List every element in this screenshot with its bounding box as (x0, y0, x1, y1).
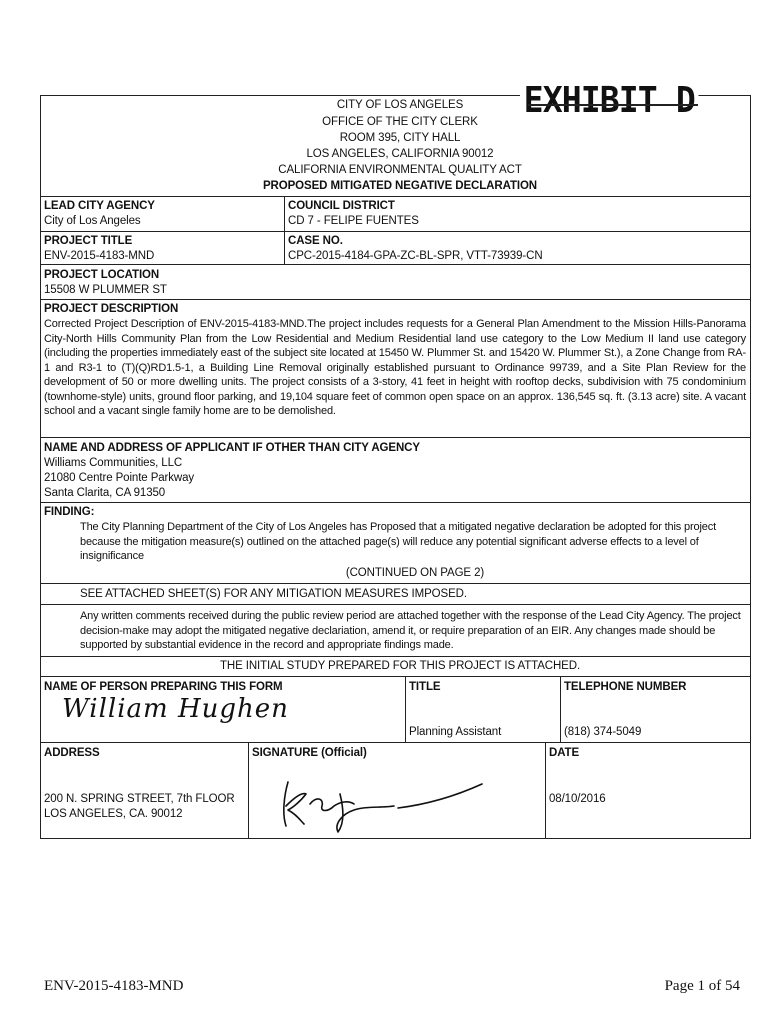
address-label: ADDRESS (44, 747, 100, 759)
row-divider (40, 299, 751, 300)
project-description-text: Corrected Project Description of ENV-2015-4183-MND.The project includes requests for a General Plan Amendment to the Mission Hills-Panorama City-North Hills Community Plan from the Low Residential and Medium Residential land use category to the Low Medium II land use category (including the properties immediately east of the subject site located at 15450 W. Plummer St. and 15420 W. Plummer St.), a Zone Change from RA-1 and R3-1 to (T)(Q)RD1.5-1, a Building Line Removal originally established pursuant to Ordinance 99739, and a Site Plan Review for the development of 50 or more dwelling units. The project consists of a 3-story, 41 feet in height with rooftop decks, subdivision with 75 condominium (townhome-style) units, ground floor parking, and 19,104 square feet of common open space on an approx. 136,545 sq. ft. (3.13 acre) site. A vacant school and a vacant single family home are to be demolished. (44, 318, 746, 417)
row-divider (40, 437, 751, 438)
project-location-label: PROJECT LOCATION (44, 269, 160, 281)
col-divider (545, 742, 546, 838)
project-location-value: 15508 W PLUMMER ST (44, 284, 167, 296)
row-divider (40, 583, 751, 584)
header-line-5: CALIFORNIA ENVIRONMENTAL QUALITY ACT (278, 164, 522, 176)
footer-doc-id: ENV-2015-4183-MND (44, 978, 184, 994)
row-divider (40, 656, 751, 657)
preparer-handwritten-name: William Hughen (62, 694, 289, 724)
address-line-2: LOS ANGELES, CA. 90012 (44, 808, 183, 820)
date-label: DATE (549, 747, 580, 759)
applicant-label: NAME AND ADDRESS OF APPLICANT IF OTHER THAN CITY AGENCY (44, 442, 420, 454)
case-no-label: CASE NO. (288, 235, 343, 247)
project-title-label: PROJECT TITLE (44, 235, 133, 247)
header-line-6: PROPOSED MITIGATED NEGATIVE DECLARATION (262, 180, 538, 192)
title-label: TITLE (409, 681, 441, 693)
header-line-1: CITY OF LOS ANGELES (336, 99, 464, 111)
project-title-value: ENV-2015-4183-MND (44, 250, 155, 262)
comments-text: Any written comments received during the public review period are attached together with the response of the Lead City Agency. The project decision-make may adopt the mitigated negative declariation, amend it, or require preparation of an EIR. Any changes made should be supported by substantial evidence in the record and appropriate findings made. (80, 610, 741, 651)
telephone-label: TELEPHONE NUMBER (564, 681, 687, 693)
telephone-value: (818) 374-5049 (564, 726, 642, 738)
lead-agency-value: City of Los Angeles (44, 215, 141, 227)
finding-label: FINDING: (44, 506, 95, 518)
applicant-line-2: 21080 Centre Pointe Parkway (44, 472, 195, 484)
header-line-4: LOS ANGELES, CALIFORNIA 90012 (306, 148, 494, 160)
council-district-value: CD 7 - FELIPE FUENTES (288, 215, 419, 227)
title-value: Planning Assistant (409, 726, 502, 738)
address-line-1: 200 N. SPRING STREET, 7th FLOOR (44, 793, 235, 805)
signature-label: SIGNATURE (Official) (252, 747, 367, 759)
official-signature (270, 770, 500, 836)
row-divider (40, 604, 751, 605)
date-value: 08/10/2016 (549, 793, 606, 805)
col-divider (405, 676, 406, 742)
see-attached-notice: SEE ATTACHED SHEET(S) FOR ANY MITIGATION MEASURES IMPOSED. (80, 588, 467, 600)
footer-page-number: Page 1 of 54 (664, 978, 740, 994)
row-divider (40, 742, 751, 743)
finding-text: The City Planning Department of the City of Los Angeles has Proposed that a mitigated negative declaration be adopted for this project because the mitigation measure(s) outlined on the attached page(s) will reduce any potential significant adverse effects to a level of insignificance (80, 521, 717, 562)
col-divider (284, 196, 285, 264)
lead-agency-label: LEAD CITY AGENCY (44, 200, 155, 212)
row-divider (40, 264, 751, 265)
finding-continued: (CONTINUED ON PAGE 2) (345, 567, 485, 579)
applicant-line-1: Williams Communities, LLC (44, 457, 183, 469)
row-divider (40, 231, 751, 232)
initial-study-notice: THE INITIAL STUDY PREPARED FOR THIS PROJECT IS ATTACHED. (219, 660, 581, 672)
applicant-line-3: Santa Clarita, CA 91350 (44, 487, 166, 499)
case-no-value: CPC-2015-4184-GPA-ZC-BL-SPR, VTT-73939-CN (288, 250, 543, 262)
header-line-2: OFFICE OF THE CITY CLERK (322, 116, 478, 128)
frame-bottom (40, 838, 751, 839)
frame-left (40, 95, 41, 839)
row-divider (40, 196, 751, 197)
col-divider (560, 676, 561, 742)
frame-right (750, 95, 751, 839)
col-divider (248, 742, 249, 838)
row-divider (40, 502, 751, 503)
row-divider (40, 676, 751, 677)
header-line-3: ROOM 395, CITY HALL (339, 132, 461, 144)
exhibit-stamp: EXHIBIT D (520, 80, 699, 121)
council-district-label: COUNCIL DISTRICT (288, 200, 395, 212)
preparer-label: NAME OF PERSON PREPARING THIS FORM (44, 681, 283, 693)
project-description-label: PROJECT DESCRIPTION (44, 303, 179, 315)
